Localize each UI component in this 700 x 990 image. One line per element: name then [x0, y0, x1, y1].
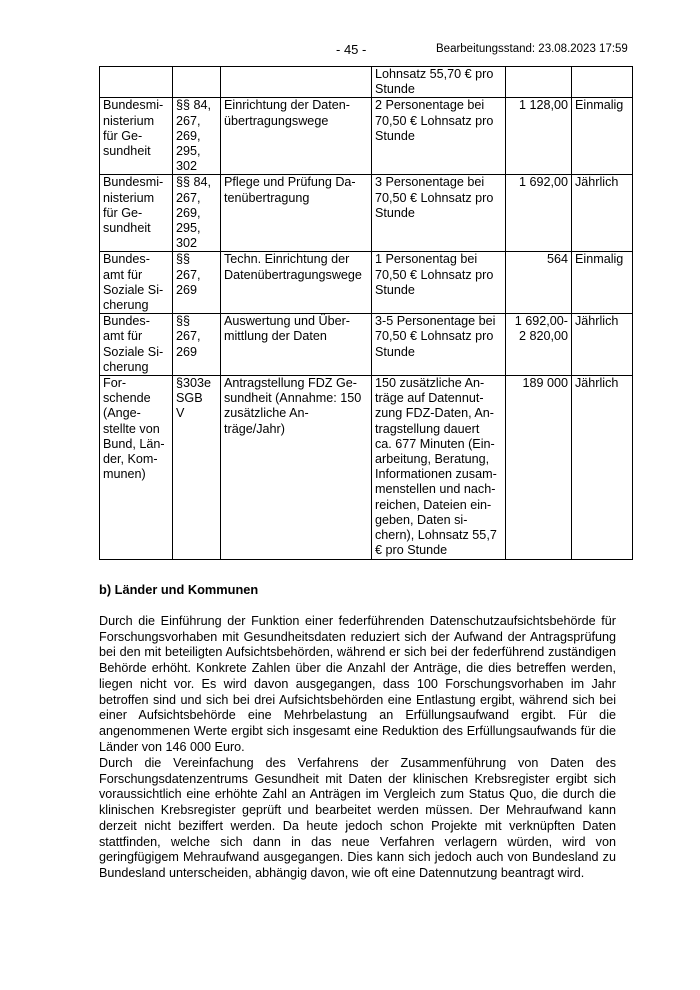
cell-frequency: Jährlich — [572, 376, 633, 559]
cell-authority: Bundes- amt für Soziale Si- cherung — [100, 314, 173, 376]
cell-paragraph: §§ 84, 267, 269, 295, 302 — [173, 98, 221, 175]
cell-paragraph: §§ 267, 269 — [173, 252, 221, 314]
cell-paragraph: §§ 267, 269 — [173, 314, 221, 376]
cell-task: Einrichtung der Daten- übertragungswege — [221, 98, 372, 175]
cell-cost: 1 128,00 — [506, 98, 572, 175]
cell-frequency: Einmalig — [572, 98, 633, 175]
body-paragraph: Durch die Vereinfachung des Verfahrens der Zusammenführung von Daten des Forschungsdatenzentrums Gesundheit mit Daten der klinischen Krebsregister ergibt sich voraussichtlich eine erhöhte Zahl an Anträgen im Vergleich zum Status Quo, die durch die klinischen Krebsregister geprüft und bearbeitet werden müssen. Der Mehraufwand kann derzeit nicht beziffert werden. Da heute jedoch schon Projekte mit verknüpften Daten stattfinden, welche sich dann in das neue Verfahren verlagern würden, wird von geringfügigem Mehraufwand ausgegangen. Dies kann sich jedoch auch von Bundesland zu Bundesland unterscheiden, abhängig davon, wie oft eine Datennutzung beantragt wird. — [99, 756, 616, 880]
cell-frequency: Jährlich — [572, 175, 633, 252]
table-row — [100, 376, 633, 559]
cell-effort: 1 Personentag bei 70,50 € Lohnsatz pro Stunde — [372, 252, 506, 314]
cell-cost: 1 692,00- 2 820,00 — [506, 314, 572, 376]
cell-frequency: Jährlich — [572, 314, 633, 376]
cell-paragraph: §303e SGB V — [173, 376, 221, 559]
cell-frequency: Einmalig — [572, 252, 633, 314]
cell-task: Antragstellung FDZ Ge- sundheit (Annahme: 150 zusätzliche An- träge/Jahr) — [221, 376, 372, 559]
cell-task: Auswertung und Über- mittlung der Daten — [221, 314, 372, 376]
cell-authority: Bundesmi- nisterium für Ge- sundheit — [100, 98, 173, 175]
cell-task — [221, 67, 372, 98]
cell-effort: 3 Personentage bei 70,50 € Lohnsatz pro Stunde — [372, 175, 506, 252]
table-row — [100, 98, 633, 175]
table-row — [100, 252, 633, 314]
cell-task: Pflege und Prüfung Da- tenübertragung — [221, 175, 372, 252]
revision-status: Bearbeitungsstand: 23.08.2023 17:59 — [436, 43, 628, 55]
cell-authority — [100, 67, 173, 98]
cell-authority: Bundesmi- nisterium für Ge- sundheit — [100, 175, 173, 252]
table-row — [100, 314, 633, 376]
page-number: - 45 - — [336, 42, 367, 57]
cell-cost — [506, 67, 572, 98]
table-row — [100, 175, 633, 252]
cell-cost: 189 000 — [506, 376, 572, 559]
cell-effort: 150 zusätzliche An- träge auf Datennut- zung FDZ-Daten, An- tragstellung dauert ca. 677 Minuten (Ein- arbeitung, Beratung, Informationen zusam- menstellen und nach- reichen, Dateien ein- geben, Daten si- chern), Lohnsatz 55,7 € pro Stunde — [372, 376, 506, 559]
cell-paragraph: §§ 84, 267, 269, 295, 302 — [173, 175, 221, 252]
cell-effort: Lohnsatz 55,70 € pro Stunde — [372, 67, 506, 98]
cell-effort: 3-5 Personentage bei 70,50 € Lohnsatz pro Stunde — [372, 314, 506, 376]
cell-effort: 2 Personentage bei 70,50 € Lohnsatz pro Stunde — [372, 98, 506, 175]
table-row — [100, 67, 633, 98]
section-heading: b) Länder und Kommunen — [99, 582, 259, 597]
cell-cost: 1 692,00 — [506, 175, 572, 252]
cell-frequency — [572, 67, 633, 98]
cell-authority: Bundes- amt für Soziale Si- cherung — [100, 252, 173, 314]
compliance-cost-table — [99, 66, 633, 560]
cell-task: Techn. Einrichtung der Datenübertragungswege — [221, 252, 372, 314]
cell-cost: 564 — [506, 252, 572, 314]
body-paragraph: Durch die Einführung der Funktion einer federführenden Datenschutzaufsichtsbehörde für Forschungsvorhaben mit Gesundheitsdaten reduziert sich der Aufwand der Antragsprüfung bei den mit beteiligten Aufsichtsbehörden, während er sich bei der federführend zuständigen Behörde erhöht. Konkrete Zahlen über die Anzahl der Anträge, die dies betreffen werden, liegen nicht vor. Es wird davon ausgegangen, dass 100 Forschungsvorhaben im Jahr betroffen sind und sich bei drei Aufsichtsbehörden eine Entlastung ergibt, während sich bei einer Aufsichtsbehörde eine Mehrbelastung an Erfüllungsaufwand ergibt. Für die angenommenen Werte ergibt sich insgesamt eine Reduktion des Erfüllungsaufwands für die Länder von 146 000 Euro. — [99, 614, 616, 754]
cell-authority: For- schende (Ange- stellte von Bund, Län- der, Kom- munen) — [100, 376, 173, 559]
cell-paragraph — [173, 67, 221, 98]
